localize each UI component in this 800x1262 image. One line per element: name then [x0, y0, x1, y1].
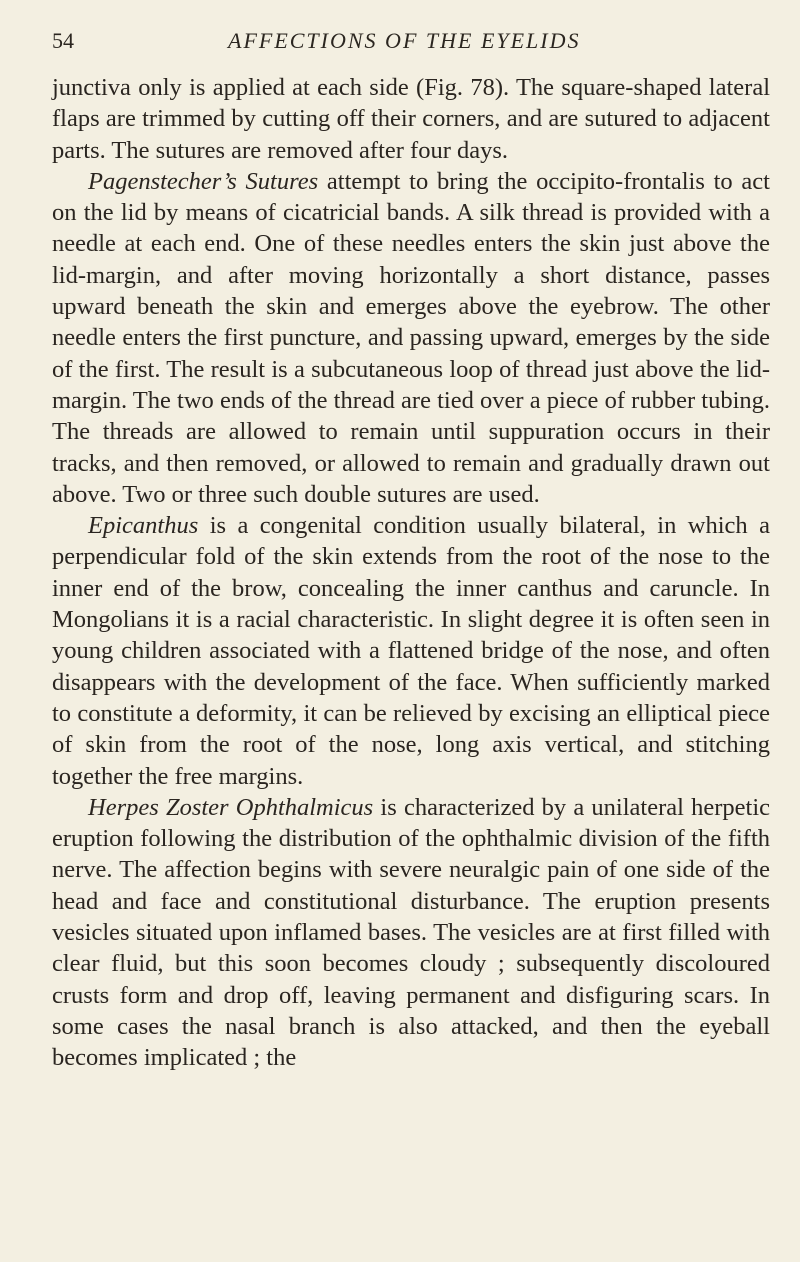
paragraph-text: is a congenital condition usually bilateral, in which a perpendicular fold of the skin extends from the root of the nose to the inner end of the brow, concealing the inner canthus and caruncle. In Mongolians it is a racial characteristic. In slight degree it is often seen in young children associated with a flattened bridge of the nose, and often disappears with the development of the face. When sufficiently marked to constitute a deformity, it can be relieved by excising an elliptical piece of skin from the root of the nose, long axis vertical, and stitching together the free margins. [52, 512, 770, 790]
paragraph-continuation [52, 72, 770, 166]
term-herpes-zoster: Herpes Zoster Ophthalmicus [88, 793, 374, 821]
term-epicanthus: Epicanthus [88, 512, 199, 540]
paragraph-text: junctiva only is applied at each side (Fig. 78). The square-shaped lateral flaps are trimmed by cutting off their corners, and are sutured to adjacent parts. The sutures are removed after four days. [52, 74, 770, 164]
page-number: 54 [52, 28, 74, 53]
paragraph-pagenstecher-sutures [52, 166, 770, 510]
paragraph-text: is characterized by a unilateral herpetic eruption following the distribution of the ophthalmic division of the fifth nerve. The affection begins with severe neuralgic pain of one side of the head and face and constitutional disturbance. The eruption presents vesicles situated upon inflamed bases. The vesicles are at first filled with clear fluid, but this soon becomes cloudy ; subsequently discoloured crusts form and drop off, leaving permanent and disfiguring scars. In some cases the nasal branch is also attacked, and then the eyeball becomes implicated ; the [52, 793, 771, 1072]
paragraph-text: attempt to bring the occipito-frontalis to act on the lid by means of cicatricial bands. A silk thread is provided with a needle at each end. One of these needles enters the skin just above the lid-margin, and after moving horizontally a short distance, passes upward beneath the skin and emerges above the eyebrow. The other needle enters the first puncture, and passing upward, emerges by the side of the first. The result is a subcutaneous loop of thread just above the lid-margin. The two ends of the thread are tied over a piece of rubber tubing. The threads are allowed to remain until suppuration occurs in their tracks, and then removed, or allowed to remain and gradually drawn out above. Two or three such double sutures are used. [52, 167, 770, 508]
running-head: AFFECTIONS OF THE EYELIDS [228, 28, 581, 53]
paragraph-herpes-zoster [52, 792, 770, 1074]
paragraph-epicanthus [52, 510, 770, 792]
term-pagenstecher-sutures: Pagenstecher’s Sutures [88, 167, 319, 195]
page-header [52, 28, 772, 58]
body-text [52, 72, 770, 1074]
